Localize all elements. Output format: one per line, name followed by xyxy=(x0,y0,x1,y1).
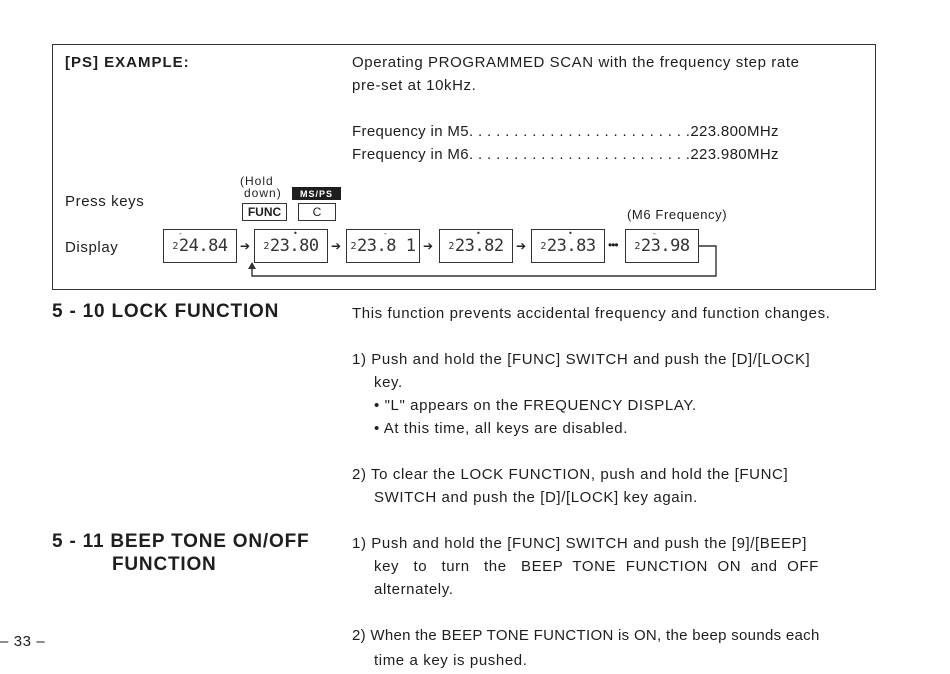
lcd-value: 24.84 xyxy=(178,236,228,256)
beep-heading-line2: FUNCTION xyxy=(112,554,217,575)
lcd-value: 23.80 xyxy=(269,236,319,256)
arrow-icon: ➔ xyxy=(331,239,342,253)
beep-step1-line3: alternately. xyxy=(374,581,454,598)
lcd-prefix: 2 xyxy=(634,240,640,252)
beep-heading-line1: 5 - 11 BEEP TONE ON/OFF xyxy=(52,531,310,552)
lock-heading: 5 - 10 LOCK FUNCTION xyxy=(52,301,280,322)
lcd-display-3: - 2 23.8 1 xyxy=(346,229,420,263)
lock-intro: This function prevents accidental frequency and function changes. xyxy=(352,305,831,322)
example-label: [PS] EXAMPLE: xyxy=(65,54,190,71)
loop-back-arrow xyxy=(240,226,720,281)
arrow-icon: ➔ xyxy=(516,239,527,253)
display-label: Display xyxy=(65,239,119,256)
frequency-m5: Frequency in M5. . . . . . . . . . . . . . . . . . . . . . . . .223.800MHz xyxy=(352,123,779,140)
lcd-value: 23.83 xyxy=(546,236,596,256)
lock-step1-line1: 1) Push and hold the [FUNC] SWITCH and push the [D]/[LOCK] xyxy=(352,351,811,368)
lcd-display-1: - 2 24.84 xyxy=(163,229,237,263)
lcd-prefix: 2 xyxy=(350,240,357,252)
beep-step2-line1: 2) When the BEEP TONE FUNCTION is ON, the beep sounds each xyxy=(352,627,820,644)
lock-step1-line2: key. xyxy=(374,374,403,391)
arrow-icon: ➔ xyxy=(423,239,434,253)
c-key: C xyxy=(298,203,336,221)
lcd-display-4: • 2 23.82 xyxy=(439,229,513,263)
ellipsis-dots: ••• xyxy=(608,238,618,252)
lcd-prefix: 2 xyxy=(263,240,269,252)
page-number: – 33 – xyxy=(0,633,46,650)
lcd-display-6: - 2 23.98 xyxy=(625,229,699,263)
frequency-m6: Frequency in M6. . . . . . . . . . . . . . . . . . . . . . . . .223.980MHz xyxy=(352,146,779,163)
func-key: FUNC xyxy=(242,203,287,221)
example-description-line2: pre-set at 10kHz. xyxy=(352,77,477,94)
lcd-display-5: • 2 23.83 xyxy=(531,229,605,263)
beep-step2-line2: time a key is pushed. xyxy=(374,652,528,669)
lock-bullet1: • "L" appears on the FREQUENCY DISPLAY. xyxy=(374,397,697,414)
lcd-prefix: 2 xyxy=(172,240,178,252)
lcd-prefix: 2 xyxy=(448,240,454,252)
lcd-value: 23.82 xyxy=(454,236,504,256)
lock-step2-line1: 2) To clear the LOCK FUNCTION, push and hold the [FUNC] xyxy=(352,466,789,483)
beep-step1-line1: 1) Push and hold the [FUNC] SWITCH and push the [9]/[BEEP] xyxy=(352,535,807,552)
lock-bullet2: • At this time, all keys are disabled. xyxy=(374,420,628,437)
hold-down-line1: (Hold xyxy=(240,174,274,188)
lcd-value: 23.8 1 xyxy=(357,236,416,256)
hold-down-line2: down) xyxy=(244,186,282,200)
lock-step2-line2: SWITCH and push the [D]/[LOCK] key again. xyxy=(374,489,698,506)
example-description-line1: Operating PROGRAMMED SCAN with the frequency step rate xyxy=(352,54,800,71)
press-keys-label: Press keys xyxy=(65,193,145,210)
beep-step1-line2: key to turn the BEEP TONE FUNCTION ON and OFF xyxy=(374,558,819,575)
hold-down-note xyxy=(240,175,282,199)
lcd-value: 23.98 xyxy=(640,236,690,256)
lcd-display-2: • 2 23.80 xyxy=(254,229,328,263)
arrow-icon: ➔ xyxy=(240,239,251,253)
ms-ps-key-label: MS/PS xyxy=(292,187,341,200)
lcd-prefix: 2 xyxy=(540,240,546,252)
m6-frequency-label: (M6 Frequency) xyxy=(627,207,728,222)
